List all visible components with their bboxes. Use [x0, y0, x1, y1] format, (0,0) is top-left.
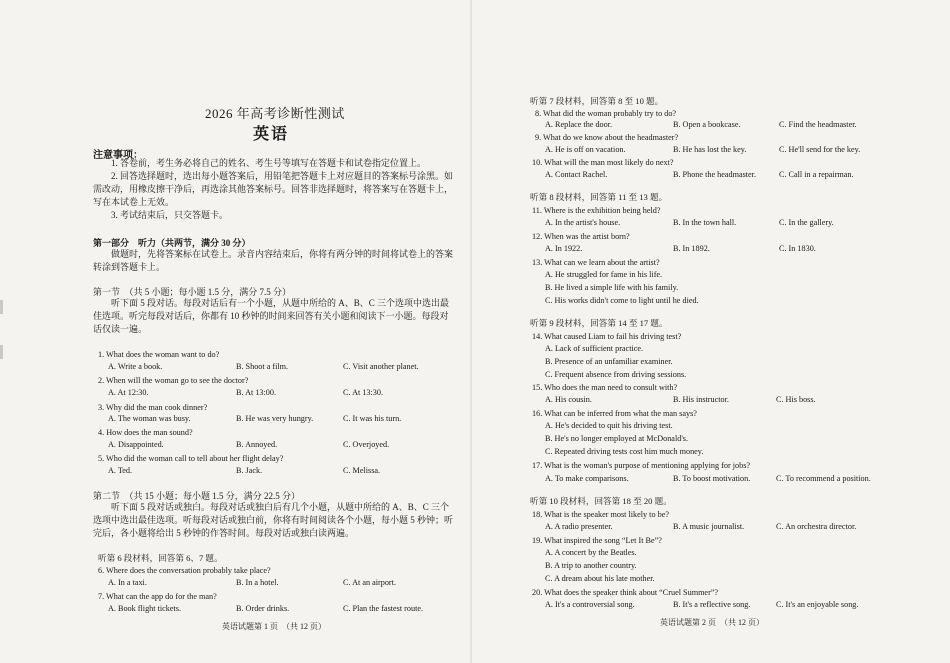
option-a: A. To make comparisons.: [545, 474, 629, 483]
option-a: A. He struggled for fame in his life.: [545, 270, 663, 279]
option-b: B. Annoyed.: [236, 440, 278, 449]
option-b: B. He was very hungry.: [236, 414, 314, 423]
option-a: A. In 1922.: [545, 244, 583, 253]
material-heading: 听第 7 段材料，回答第 8 至 10 题。: [530, 96, 664, 106]
option-b: B. Open a bookcase.: [673, 120, 741, 129]
question: 12. When was the artist born?: [532, 232, 630, 241]
notice-item: 2. 回答选择题时，选出每小题答案后，用铅笔把答题卡上对应题目的答案标号涂黑。如需改动，用橡皮擦干净后，再选涂其他答案标号。回答非选择题时，将答案写在答题卡上，写在本试卷上无效。: [93, 171, 454, 207]
option-a: A. He's decided to quit his driving test.: [545, 421, 673, 430]
question: 19. What inspired the song “Let It Be”?: [532, 536, 662, 545]
section1-heading: 第一节 （共 5 小题；每小题 1.5 分，满分 7.5 分）: [93, 287, 292, 297]
option-c: C. Plan the fastest route.: [343, 604, 424, 613]
question: 10. What will the man most likely do next?: [532, 158, 674, 167]
option-b: B. He has lost the key.: [673, 145, 747, 154]
question: 2. When will the woman go to see the doctor?: [98, 376, 249, 385]
option-a: A. At 12:30.: [108, 388, 149, 397]
option-c: C. Overjoyed.: [343, 440, 390, 449]
option-b: B. A music journalist.: [673, 522, 745, 531]
exam-page-1: [0, 0, 470, 663]
option-c: C. Visit another planet.: [343, 362, 419, 371]
material-heading: 听第 6 段材料，回答第 6、7 题。: [98, 553, 223, 563]
notice-heading: 注意事项：: [93, 150, 143, 161]
option-b: B. To boost motivation.: [673, 474, 751, 483]
page-footer: 英语试题第 1 页 （共 12 页）: [222, 622, 326, 631]
option-c: C. In 1830.: [779, 244, 816, 253]
section1-intro: 听下面 5 段对话。每段对话后有一个小题，从题中所给的 A、B、C 三个选项中选出最佳选项。听完每段对话后，你都有 10 秒钟的时间来回答有关小题和阅读下一小题。每段对话仅读一遍。: [93, 298, 450, 334]
exam-subject: 英语: [253, 126, 290, 143]
option-b: B. At 13:00.: [236, 388, 277, 397]
option-a: A. Disappointed.: [108, 440, 164, 449]
option-a: A. In the artist's house.: [545, 218, 621, 227]
option-b: B. Jack.: [236, 466, 263, 475]
question: 17. What is the woman's purpose of mentioning applying for jobs?: [532, 461, 751, 470]
option-c: C. To recommend a position.: [776, 474, 871, 483]
part1-intro: 做题时，先将答案标在试卷上。录音内容结束后，你将有两分钟的时间将试卷上的答案转涂到答题卡上。: [93, 249, 454, 272]
question: 15. Who does the man need to consult with?: [532, 383, 678, 392]
option-a: A. Book flight tickets.: [108, 604, 181, 613]
option-c: C. His boss.: [776, 395, 816, 404]
question: 4. How does the man sound?: [98, 428, 193, 437]
question: 20. What does the speaker think about “Cruel Summer”?: [532, 588, 719, 597]
option-b: B. In 1892.: [673, 244, 710, 253]
question: 6. Where does the conversation probably take place?: [98, 566, 271, 575]
option-c: C. A dream about his late mother.: [545, 574, 655, 583]
option-c: C. At an airport.: [343, 578, 396, 587]
option-b: B. In the town hall.: [673, 218, 737, 227]
option-c: C. He'll send for the key.: [779, 145, 861, 154]
option-a: A. Ted.: [108, 466, 133, 475]
option-b: B. It's a reflective song.: [673, 600, 751, 609]
option-b: B. His instructor.: [673, 395, 729, 404]
option-c: C. It was his turn.: [343, 414, 402, 423]
question: 3. Why did the man cook dinner?: [98, 403, 208, 412]
option-a: A. Write a book.: [108, 362, 163, 371]
option-a: A. A radio presenter.: [545, 522, 613, 531]
question: 9. What do we know about the headmaster?: [535, 133, 679, 142]
option-a: A. He is off on vacation.: [545, 145, 626, 154]
question: 5. Who did the woman call to tell about her flight delay?: [98, 454, 284, 463]
option-a: A. In a taxi.: [108, 578, 147, 587]
option-b: B. In a hotel.: [236, 578, 279, 587]
question: 11. Where is the exhibition being held?: [532, 206, 661, 215]
option-c: C. An orchestra director.: [776, 522, 857, 531]
material-heading: 听第 10 段材料，回答第 18 至 20 题。: [530, 496, 672, 506]
option-a: A. His cousin.: [545, 395, 592, 404]
option-b: B. Phone the headmaster.: [673, 170, 756, 179]
option-a: A. The woman was busy.: [108, 414, 191, 423]
option-c: C. It's an enjoyable song.: [776, 600, 859, 609]
option-b: B. Order drinks.: [236, 604, 290, 613]
option-b: B. He lived a simple life with his family.: [545, 283, 679, 292]
exam-page-2: [472, 0, 950, 663]
section2-intro: 听下面 5 段对话或独白。每段对话或独白后有几个小题，从题中所给的 A、B、C 三个选项中选出最佳选项。听每段对话或独白前，你将有时间阅读各个小题，每小题 5 秒钟；听完后，各小题将给出 5 秒钟的作答时间。每段对话或独白读两遍。: [93, 502, 454, 538]
option-a: A. Contact Rachel.: [545, 170, 608, 179]
page-footer: 英语试题第 2 页 （共 12 页）: [660, 618, 764, 627]
exam-title: 2026 年高考诊断性测试: [205, 106, 345, 121]
option-c: C. At 13:30.: [343, 388, 384, 397]
part1-heading: 第一部分 听力（共两节，满分 30 分）: [93, 238, 251, 248]
option-c: C. His works didn't come to light until he died.: [545, 296, 699, 305]
question: 1. What does the woman want to do?: [98, 350, 220, 359]
section2-heading: 第二节 （共 15 小题；每小题 1.5 分，满分 22.5 分）: [93, 491, 301, 501]
option-a: A. Replace the door.: [545, 120, 613, 129]
option-c: C. In the gallery.: [779, 218, 834, 227]
option-c: C. Melissa.: [343, 466, 381, 475]
option-b: B. Presence of an unfamiliar examiner.: [545, 357, 673, 366]
notice-item: 1. 答卷前，考生务必将自己的姓名、考生号等填写在答题卡和试卷指定位置上。: [111, 158, 427, 168]
option-b: B. He's no longer employed at McDonald's.: [545, 434, 689, 443]
notice-item: 3. 考试结束后，只交答题卡。: [111, 210, 229, 220]
question: 8. What did the woman probably try to do?: [535, 109, 677, 118]
option-a: A. Lack of sufficient practice.: [545, 344, 644, 353]
question: 16. What can be inferred from what the man says?: [532, 409, 697, 418]
option-a: A. A concert by the Beatles.: [545, 548, 637, 557]
material-heading: 听第 9 段材料，回答第 14 至 17 题。: [530, 318, 668, 328]
option-c: C. Call in a repairman.: [779, 170, 854, 179]
question: 7. What can the app do for the man?: [98, 592, 217, 601]
question: 14. What caused Liam to fail his driving test?: [532, 332, 682, 341]
option-b: B. A trip to another country.: [545, 561, 637, 570]
option-c: C. Repeated driving tests cost him much money.: [545, 447, 704, 456]
material-heading: 听第 8 段材料，回答第 11 至 13 题。: [530, 192, 668, 202]
option-b: B. Shoot a film.: [236, 362, 289, 371]
question: 18. What is the speaker most likely to be?: [532, 510, 669, 519]
question: 13. What can we learn about the artist?: [532, 258, 660, 267]
option-c: C. Find the headmaster.: [779, 120, 857, 129]
option-c: C. Frequent absence from driving sessions.: [545, 370, 687, 379]
option-a: A. It's a controversial song.: [545, 600, 635, 609]
